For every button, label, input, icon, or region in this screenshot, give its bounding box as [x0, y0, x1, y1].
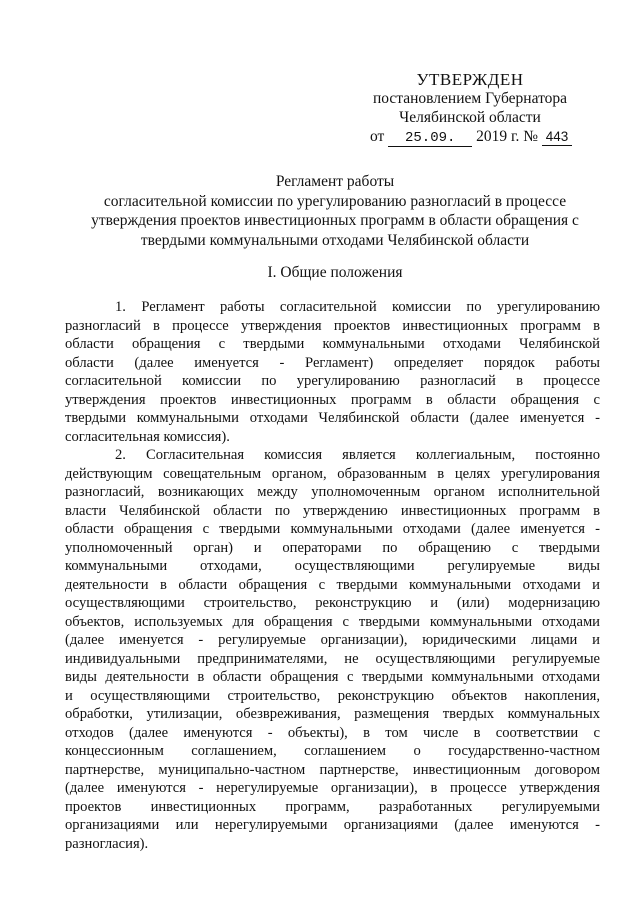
paragraph-1	[65, 298, 600, 446]
text-line: области (далее именуется - Регламент) определяет порядок работы	[65, 354, 600, 371]
text-line: 1. Регламент работы согласительной комиссии по урегулированию	[115, 299, 600, 315]
text-line: обработки, утилизации, обезвреживания, размещения твердых коммунальных	[65, 706, 600, 722]
text-line: осуществляющими строительство, реконструкцию и (или) модернизацию	[65, 595, 600, 611]
approval-date-line	[370, 127, 580, 147]
approval-stamp	[360, 70, 580, 147]
text-line: разногласий, возникающих между уполномоченным органом исполнительной	[65, 484, 600, 500]
approval-line-2: Челябинской области	[399, 109, 541, 126]
text-line: (далее именуются - нерегулируемые организации), в процессе утверждения	[65, 780, 600, 796]
text-line: уполномоченный орган) и операторами по обращению с твердыми	[65, 539, 600, 556]
title-line: согласительной комиссии по урегулированию разногласий в процессе	[103, 192, 567, 210]
text-line: отходов (далее именуются - объекты), в том числе в соответствии с	[65, 724, 600, 741]
text-line: индивидуальными предпринимателями, не осуществляющими регулируемые	[65, 650, 600, 667]
text-line: власти Челябинской области по утверждению инвестиционных программ в	[65, 502, 600, 519]
text-line: проектов инвестиционных программ, разработанных регулируемыми	[65, 798, 600, 815]
text-line: деятельности в области обращения с твердыми коммунальными отходами и	[65, 576, 600, 593]
approval-date: 25.09.	[388, 130, 472, 147]
text-line: разногласий в процессе утверждения проектов инвестиционных программ в	[65, 317, 600, 334]
approval-title: УТВЕРЖДЕН	[416, 70, 524, 89]
text-line: согласительной комиссии по урегулированию разногласий в процессе	[65, 373, 600, 389]
body-text	[65, 298, 600, 853]
approval-year: 2019 г. №	[476, 128, 539, 145]
text-line: партнерстве, муниципально-частном партнерстве, инвестиционным договором	[65, 761, 600, 778]
text-line: организациями или нерегулируемыми организациями (далее именуются -	[65, 817, 600, 833]
text-line: разногласия).	[65, 835, 149, 852]
text-line: концессионным соглашением, соглашением о государственно-частном	[65, 743, 600, 759]
text-line: коммунальными отходами, осуществляющими регулируемые виды	[65, 558, 600, 574]
date-prefix: от	[370, 128, 385, 145]
text-line: утверждения проектов инвестиционных программ в области обращения с	[65, 391, 600, 408]
text-line: согласительная комиссия).	[65, 428, 230, 445]
text-line: 2. Согласительная комиссия является коллегиальным, постоянно	[115, 447, 600, 463]
text-line: и осуществляющими строительство, реконструкцию объектов накопления,	[65, 687, 600, 704]
title-line: твердыми коммунальными отходами Челябинской области	[140, 231, 530, 249]
text-line: (далее именуется - регулируемые организации), юридическими лицами и	[65, 632, 600, 648]
text-line: твердыми коммунальными отходами Челябинской области (далее именуется -	[65, 410, 600, 426]
document-title	[70, 172, 600, 250]
title-line: утверждения проектов инвестиционных программ в области обращения с	[91, 212, 579, 229]
text-line: области обращения с твердыми коммунальными отходами (далее именуется -	[65, 521, 600, 537]
paragraph-2	[65, 446, 600, 853]
approval-number: 443	[542, 129, 572, 146]
text-line: виды деятельности в области обращения с твердыми коммунальными отходами	[65, 669, 600, 685]
text-line: действующим совещательным органом, образованным в целях урегулирования	[65, 465, 600, 482]
text-line: области обращения с твердыми коммунальными отходами Челябинской	[65, 336, 600, 352]
approval-line-1: постановлением Губернатора	[372, 90, 568, 107]
title-line: Регламент работы	[275, 173, 395, 190]
section-title: I. Общие положения	[267, 264, 403, 281]
text-line: объектов, используемых для обращения с твердыми коммунальными отходами	[65, 613, 600, 630]
